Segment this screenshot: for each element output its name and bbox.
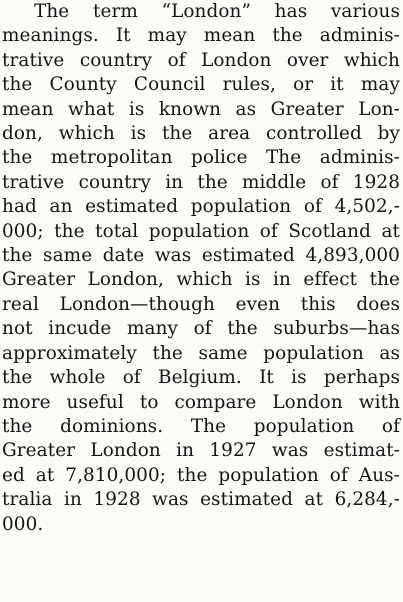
article-line: approximately the same population as bbox=[2, 342, 400, 364]
article-line: The term “London” has various bbox=[34, 1, 400, 22]
article-line: the dominions. The population of bbox=[2, 415, 400, 437]
article-line: 000. bbox=[2, 513, 44, 535]
article-line: Greater London in 1927 was estimat- bbox=[2, 440, 400, 462]
article-line: 000; the total population of Scotland at bbox=[2, 220, 400, 242]
article-line: trative country in the middle of 1928 bbox=[2, 171, 400, 193]
article-line: the whole of Belgium. It is perhaps bbox=[2, 367, 400, 389]
article-line: the metropolitan police The adminis- bbox=[2, 147, 400, 169]
article-line: more useful to compare London with bbox=[2, 391, 400, 413]
article-line: had an estimated population of 4,502,- bbox=[2, 196, 400, 218]
article-line: trative country of London over which bbox=[2, 49, 400, 71]
article-line: tralia in 1928 was estimated at 6,284,- bbox=[2, 489, 400, 511]
article-line: meanings. It may mean the adminis- bbox=[2, 25, 400, 47]
article-line: real London—though even this does bbox=[2, 293, 400, 315]
article-line: Greater London, which is in effect the bbox=[2, 269, 400, 291]
article-line: not incude many of the suburbs—has bbox=[2, 318, 400, 340]
article-line: don, which is the area controlled by bbox=[2, 123, 400, 145]
article-text bbox=[2, 0, 400, 537]
article-line: the County Council rules, or it may bbox=[2, 74, 400, 96]
article-line: mean what is known as Greater Lon- bbox=[2, 98, 400, 120]
article-line: ed at 7,810,000; the population of Aus- bbox=[2, 464, 400, 486]
article-line: the same date was estimated 4,893,000 bbox=[2, 245, 400, 267]
